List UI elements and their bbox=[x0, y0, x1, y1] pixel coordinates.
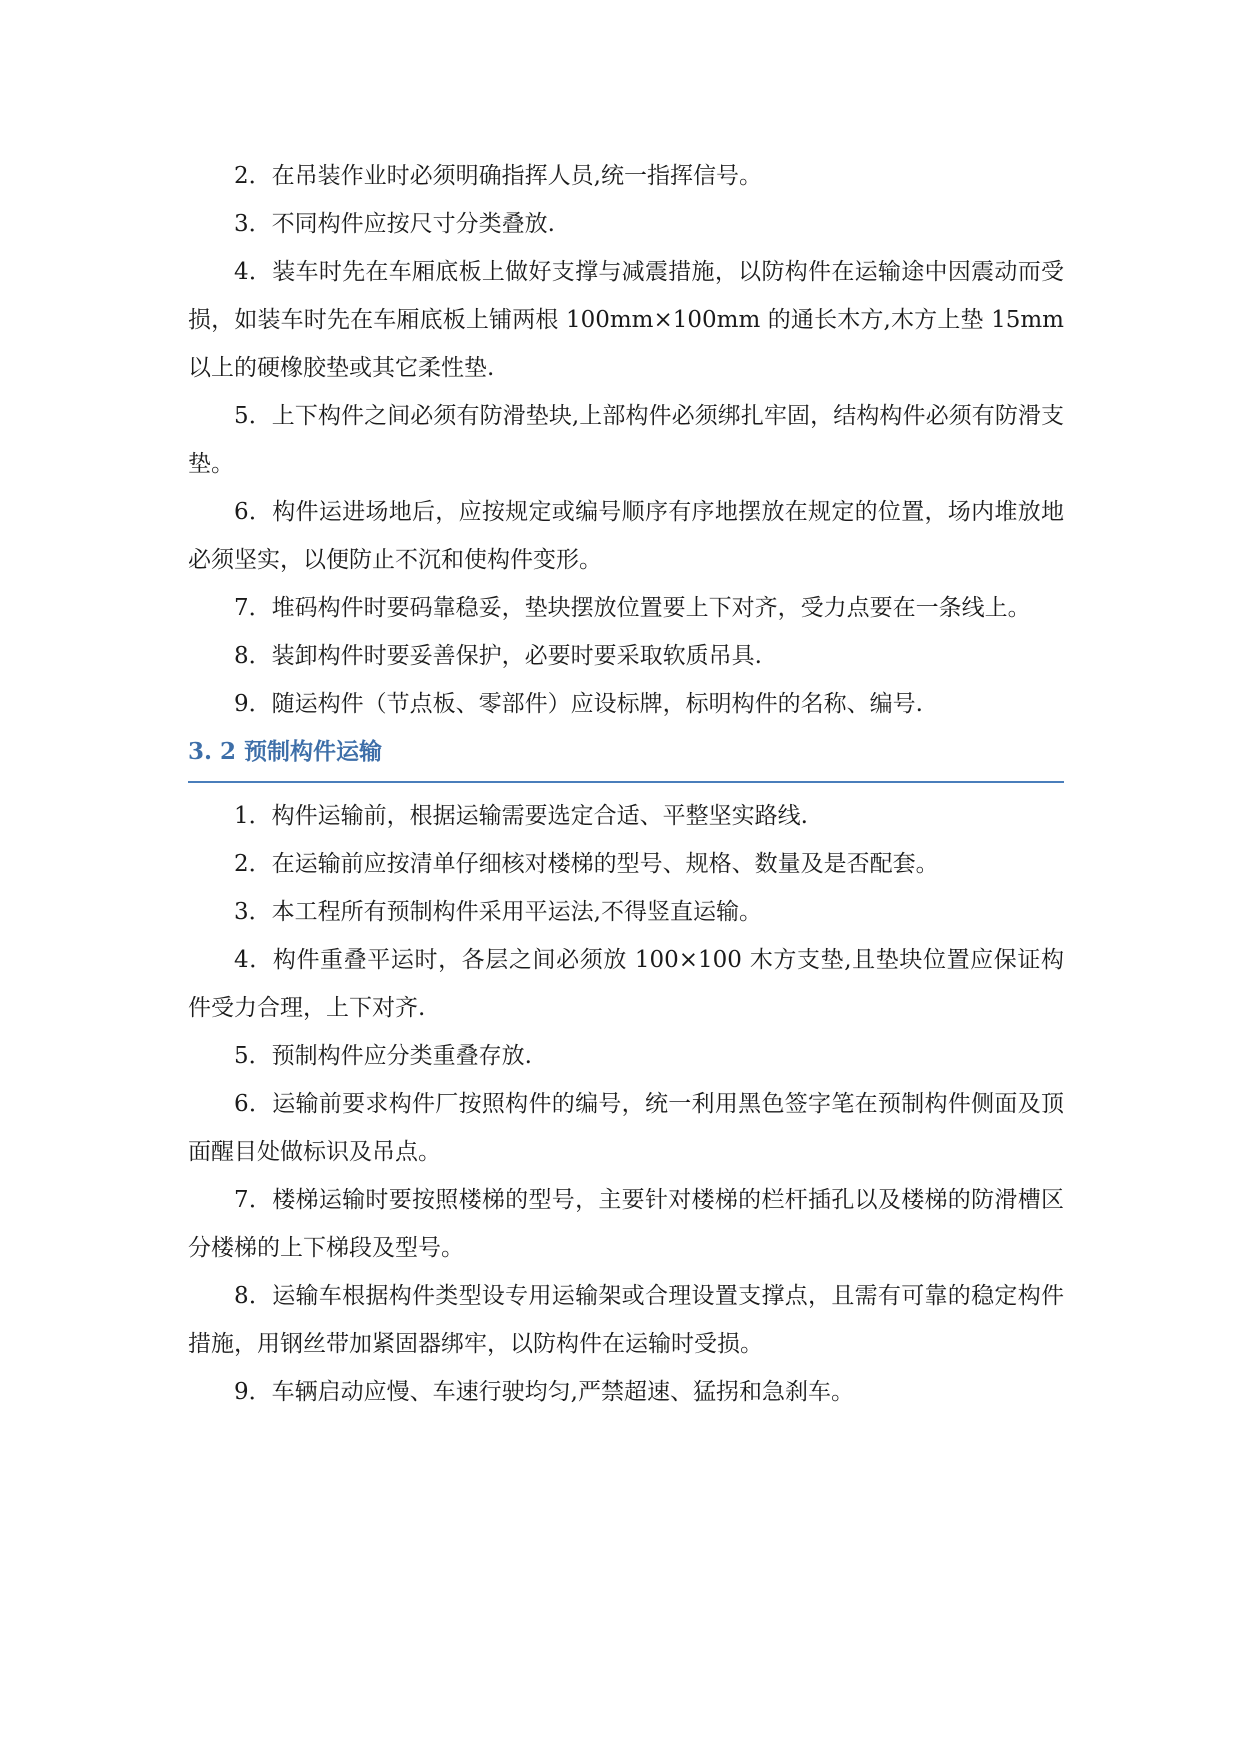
document-page bbox=[188, 152, 1064, 1416]
paragraph-b3: 3．本工程所有预制构件采用平运法,不得竖直运输。 bbox=[234, 899, 762, 925]
paragraph-a3: 3．不同构件应按尺寸分类叠放. bbox=[234, 211, 555, 237]
paragraph-a2: 2．在吊装作业时必须明确指挥人员,统一指挥信号。 bbox=[234, 163, 762, 189]
paragraph-b7: 7．楼梯运输时要按照楼梯的型号，主要针对楼梯的栏杆插孔以及楼梯的防滑槽区分楼梯的上下梯段及型号。 bbox=[188, 1187, 1064, 1261]
paragraph-b5: 5．预制构件应分类重叠存放. bbox=[234, 1043, 532, 1069]
paragraph-a8: 8．装卸构件时要妥善保护，必要时要采取软质吊具. bbox=[234, 643, 762, 669]
paragraph-a9: 9．随运构件（节点板、零部件）应设标牌，标明构件的名称、编号. bbox=[234, 691, 923, 717]
paragraph-a7: 7．堆码构件时要码靠稳妥，垫块摆放位置要上下对齐，受力点要在一条线上。 bbox=[234, 595, 1031, 621]
paragraph-a4: 4．装车时先在车厢底板上做好支撑与减震措施，以防构件在运输途中因震动而受损，如装车时先在车厢底板上铺两根 100mm×100mm 的通长木方,木方上垫 15mm 以上的硬橡胶垫或其它柔性垫. bbox=[188, 259, 1064, 381]
paragraph-b2: 2．在运输前应按清单仔细核对楼梯的型号、规格、数量及是否配套。 bbox=[234, 851, 939, 877]
section-heading: 3. 2 预制构件运输 bbox=[188, 728, 1064, 783]
paragraph-b4: 4．构件重叠平运时，各层之间必须放 100×100 木方支垫,且垫块位置应保证构件受力合理，上下对齐. bbox=[188, 947, 1064, 1021]
paragraph-a6: 6．构件运进场地后，应按规定或编号顺序有序地摆放在规定的位置，场内堆放地必须坚实，以便防止不沉和使构件变形。 bbox=[188, 499, 1064, 573]
paragraph-b1: 1．构件运输前，根据运输需要选定合适、平整坚实路线. bbox=[234, 803, 808, 829]
paragraph-b8: 8．运输车根据构件类型设专用运输架或合理设置支撑点，且需有可靠的稳定构件措施，用钢丝带加紧固器绑牢，以防构件在运输时受损。 bbox=[188, 1283, 1064, 1357]
paragraph-a5: 5．上下构件之间必须有防滑垫块,上部构件必须绑扎牢固，结构构件必须有防滑支垫。 bbox=[188, 403, 1064, 477]
paragraph-b9: 9．车辆启动应慢、车速行驶均匀,严禁超速、猛拐和急刹车。 bbox=[234, 1379, 854, 1405]
paragraph-b6: 6．运输前要求构件厂按照构件的编号，统一利用黑色签字笔在预制构件侧面及顶面醒目处做标识及吊点。 bbox=[188, 1091, 1064, 1165]
